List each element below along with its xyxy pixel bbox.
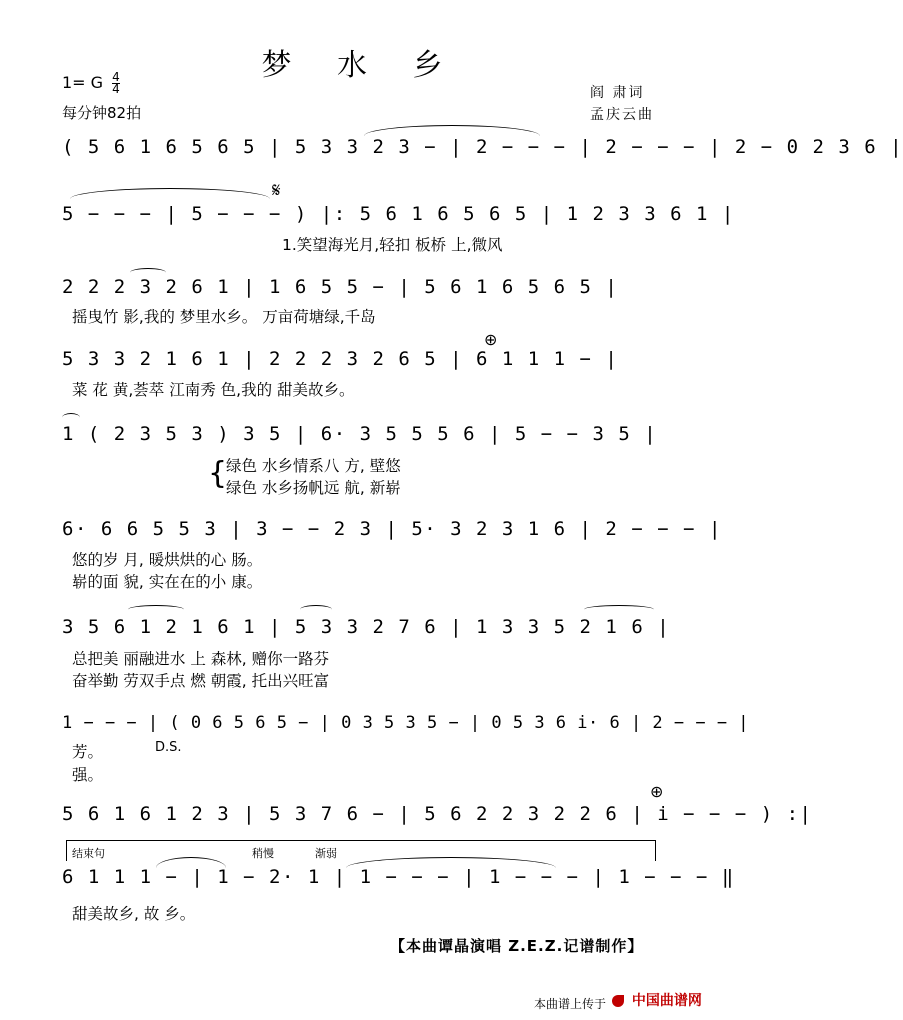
score-row-5: 1 ( 2 3 5 3 ) 3 5 | 6· 3 5 5 5 6 | 5 − − 3 5 | — [62, 423, 658, 445]
lyric-row-5-verse-2: 绿色 水乡扬帆远 航, 新崭 — [226, 479, 401, 497]
slur-arc — [300, 605, 332, 614]
slur-arc — [130, 268, 166, 277]
score-row-10: 6 1 1 1 − | 1 − 2· 1 | 1 − − − | 1 − − − | 1 − − − ‖ — [62, 866, 735, 888]
score-row-4: 5 3 3 2 1 6 1 | 2 2 2 3 2 6 5 | 6 1 1 1 − | — [62, 348, 619, 370]
upload-text: 本曲谱上传于 — [534, 997, 607, 1011]
lyric-row-6-verse-1: 悠的岁 月, 暖烘烘的心 肠。 — [72, 551, 263, 569]
logo-icon — [612, 995, 624, 1007]
score-row-8: 1 − − − | ( 0 6 5 6 5 − | 0 3 5 3 5 − | 0 5 3 6 i· 6 | 2 − − − | — [62, 713, 750, 733]
lyric-row-3: 摇曳竹 影,我的 梦里水乡。 万亩荷塘绿,千岛 — [72, 308, 376, 326]
lyric-row-10: 甜美故乡, 故 乡。 — [72, 905, 196, 923]
slur-arc — [128, 605, 184, 614]
ending-bracket — [66, 840, 656, 861]
score-row-2: 5 − − − | 5 − − − ) |: 5 6 1 6 5 6 5 | 1 2 3 3 6 1 | — [62, 203, 735, 225]
slur-arc — [584, 605, 654, 614]
lyricist-credit: 阎 肃词 — [590, 85, 645, 101]
site-logo[interactable] — [612, 990, 702, 1010]
slow-label: 稍慢 — [252, 847, 274, 860]
ds-marking: D.S. — [155, 740, 182, 755]
credit-box: 【本曲谭晶演唱 Z.E.Z.记谱制作】 — [390, 937, 644, 955]
score-row-7: 3 5 6 1 2 1 6 1 | 5 3 3 2 7 6 | 1 3 3 5 2 1 6 | — [62, 616, 671, 638]
ending-label: 结束句 — [72, 847, 105, 860]
lyric-row-7-verse-1: 总把美 丽融进水 上 森林, 赠你一路芬 — [72, 650, 330, 668]
key-signature — [62, 72, 120, 95]
site-logo-text: 中国曲谱网 — [631, 993, 702, 1009]
tie-arc — [70, 188, 270, 199]
time-sig-top: 4 — [112, 70, 120, 84]
page-title: 梦 水 乡 — [261, 48, 461, 83]
tempo-label: 每分钟82拍 — [62, 104, 142, 122]
lyric-row-8-verse-1: 芳。 — [72, 743, 104, 761]
lyric-row-5-verse-1: 绿色 水乡情系八 方, 壁悠 — [226, 457, 401, 475]
time-signature — [112, 72, 120, 95]
score-row-1: ( 5 6 1 6 5 6 5 | 5 3 3 2 3 − | 2 − − − | 2 − − − | 2 − 0 2 3 6 | — [62, 136, 903, 158]
lyric-row-2-verse-1: 1.笑望海光月,轻扣 板桥 上,微风 — [282, 236, 503, 254]
coda-sign-end: ⊕ — [650, 782, 664, 801]
tie-arc — [364, 125, 540, 136]
score-row-3: 2 2 2 3 2 6 1 | 1 6 5 5 − | 5 6 1 6 5 6 5 | — [62, 276, 619, 298]
lyric-row-6-verse-2: 崭的面 貌, 实在在的小 康。 — [72, 573, 263, 591]
segno-sign: 𝄋 — [272, 178, 281, 202]
coda-sign: ⊕ — [484, 330, 498, 349]
verse-brace: { — [208, 456, 228, 491]
time-sig-bottom: 4 — [112, 82, 120, 96]
composer-credit: 孟庆云曲 — [590, 107, 654, 123]
lyric-row-4: 菜 花 黄,荟萃 江南秀 色,我的 甜美故乡。 — [72, 381, 355, 399]
score-row-9: 5 6 1 6 1 2 3 | 5 3 7 6 − | 5 6 2 2 3 2 2 6 | i − − − ) :| — [62, 803, 813, 825]
key-label: 1= G — [62, 73, 104, 92]
lyric-row-8-verse-2: 强。 — [72, 766, 104, 784]
lyric-row-7-verse-2: 奋举勤 劳双手点 燃 朝霞, 托出兴旺富 — [72, 672, 330, 690]
slur-arc — [62, 413, 80, 422]
score-row-6: 6· 6 6 5 5 3 | 3 − − 2 3 | 5· 3 2 3 1 6 | 2 − − − | — [62, 518, 722, 540]
weak-label: 渐弱 — [315, 847, 337, 860]
